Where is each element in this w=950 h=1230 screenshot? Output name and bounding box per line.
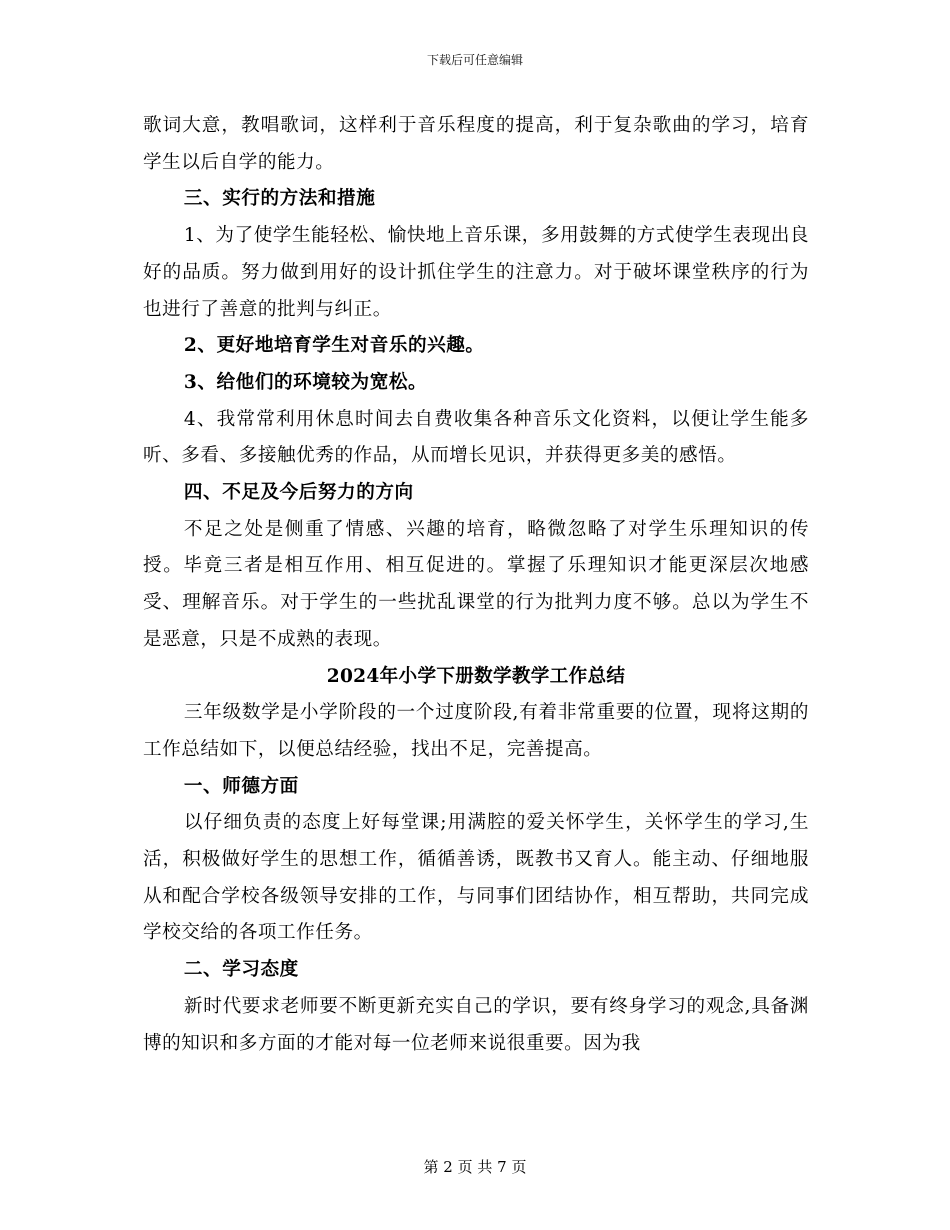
page-header-note: 下载后可任意编辑 [426,53,523,67]
heading-methods: 三、实行的方法和措施 [183,188,376,210]
heading-method-2: 2、更好地培育学生对音乐的兴趣。 [183,335,485,357]
section-title-math-summary: 2024年小学下册数学教学工作总结 [326,665,626,687]
paragraph-lyrics: 歌词大意，教唱歌词，这样利于音乐程度的提高，利于复杂歌曲的学习，培育学生以后自学的能力。 [143,115,809,173]
paragraph-learning-attitude: 新时代要求老师要不断更新充实自己的学识，要有终身学习的观念,具备渊博的知识和多方面的才能对每一位老师来说很重要。因为我 [143,995,809,1054]
document-body [143,108,809,1062]
heading-teacher-ethics: 一、师德方面 [183,775,299,797]
paragraph-math-intro: 三年级数学是小学阶段的一个过度阶段,有着非常重要的位置，现将这期的工作总结如下，以便总结经验，找出不足，完善提高。 [143,702,809,760]
heading-method-3: 3、给他们的环境较为宽松。 [183,371,428,393]
heading-shortcomings: 四、不足及今后努力的方向 [183,482,414,504]
paragraph-method-1: 1、为了使学生能轻松、愉快地上音乐课，多用鼓舞的方式使学生表现出良好的品质。努力做到用好的设计抓住学生的注意力。对于破坏课堂秩序的行为也进行了善意的批判与纠正。 [143,225,809,320]
page-number: 第 2 页 共 7 页 [423,1158,527,1176]
paragraph-teacher-ethics: 以仔细负责的态度上好每堂课;用满腔的爱关怀学生，关怀学生的学习,生活，积极做好学生的思想工作，循循善诱，既教书又育人。能主动、仔细地服从和配合学校各级领导安排的工作，与同事们团结协作，相互帮助，共同完成学校交给的各项工作任务。 [143,812,809,944]
paragraph-method-4: 4、我常常利用休息时间去自费收集各种音乐文化资料，以便让学生能多听、多看、多接触优秀的作品，从而增长见识，并获得更多美的感悟。 [143,408,809,467]
heading-learning-attitude: 二、学习态度 [183,959,299,981]
paragraph-shortcomings: 不足之处是侧重了情感、兴趣的培育，略微忽略了对学生乐理知识的传授。毕竟三者是相互作用、相互促进的。掌握了乐理知识才能更深层次地感受、理解音乐。对于学生的一些扰乱课堂的行为批判力度不够。总以为学生不是恶意，只是不成熟的表现。 [143,518,809,650]
